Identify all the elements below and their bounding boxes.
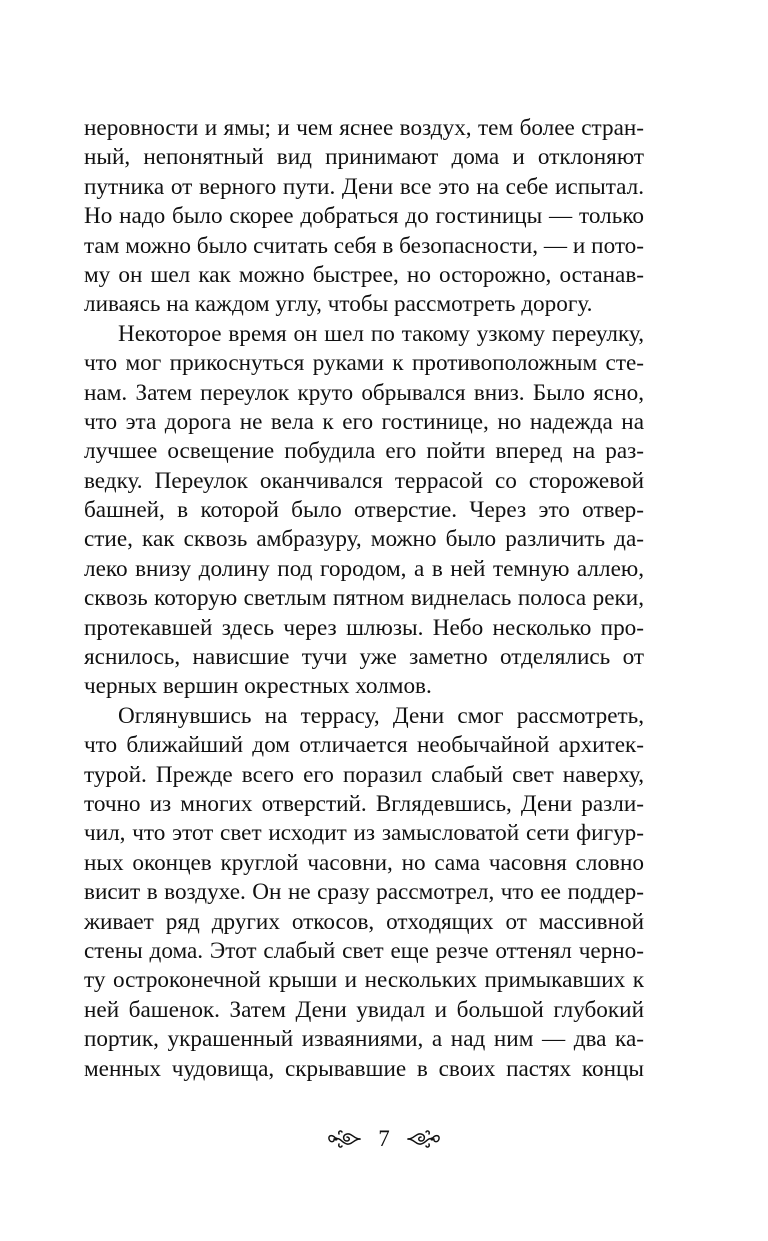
page-number: 7 [378,1126,390,1151]
text-line: что мог прикоснуться руками к противоположным сте- [84,350,644,377]
text-line: ных оконцев круглой часовни, но сама часовня словно [84,849,644,876]
text-line: ливаясь на каждом углу, чтобы рассмотреть дорогу. [84,291,593,318]
paragraph-first-line: Некоторое время он шел по такому узкому переулку, [118,320,644,347]
text-line: менных чудовища, скрывавшие в своих пастях концы [84,1055,644,1082]
text-line: стие, как сквозь амбразуру, можно было различить да- [84,526,644,553]
fleuron-left-icon [326,1128,362,1150]
text-line: там можно было считать себя в безопасности, — и пото- [84,232,644,259]
text-line: лучшее освещение побудила его пойти вперед на раз- [84,438,644,465]
text-line: ный, непонятный вид принимают дома и отклоняют [84,144,644,171]
body-text [84,114,644,1084]
text-line: что ближайший дом отличается необычайной архитек- [84,732,644,759]
text-line: чил, что этот свет исходит из замысловатой сети фигур- [84,820,644,847]
text-line: Но надо было скорее добраться до гостиницы — только [84,203,644,230]
text-line: сквозь которую светлым пятном виднелась полоса реки, [84,585,644,612]
text-line: ведку. Переулок оканчивался террасой со сторожевой [84,467,644,494]
text-line: ней башенок. Затем Дени увидал и большой глубокий [84,996,644,1023]
text-line: живает ряд других откосов, отходящих от массивной [84,908,644,935]
text-line: висит в воздухе. Он не сразу рассмотрел, что ее поддер- [84,879,644,906]
text-line: протекавшей здесь через шлюзы. Небо несколько про- [84,614,644,641]
text-line: неровности и ямы; и чем яснее воздух, тем более стран- [84,115,644,141]
text-line: му он шел как можно быстрее, но осторожно, останав- [84,261,644,288]
text-line: точно из многих отверстий. Вглядевшись, Дени разли- [84,790,644,817]
text-line: портик, украшенный изваяниями, а над ним — два ка- [84,1026,644,1053]
text-line: что эта дорога не вела к его гостинице, но надежда на [84,408,644,435]
text-line: стены дома. Этот слабый свет еще резче оттенял черно- [84,937,644,964]
fleuron-right-icon [406,1128,442,1150]
text-line: яснилось, нависшие тучи уже заметно отделялись от [84,644,644,671]
text-line: турой. Прежде всего его поразил слабый свет наверху, [84,761,644,788]
text-line: черных вершин окрестных холмов. [84,673,432,700]
text-line: путника от верного пути. Дени все это на себе испытал. [84,173,644,200]
paragraph-first-line: Оглянувшись на террасу, Дени смог рассмотреть, [118,702,644,729]
text-line: нам. Затем переулок круто обрывался вниз. Было ясно, [84,379,644,406]
text-line: леко внизу долину под городом, а в ней темную аллею, [84,555,644,582]
page-footer [0,1124,768,1154]
text-line: ту остроконечной крыши и нескольких примыкавших к [84,967,644,994]
text-line: башней, в которой было отверстие. Через это отвер- [84,497,644,524]
